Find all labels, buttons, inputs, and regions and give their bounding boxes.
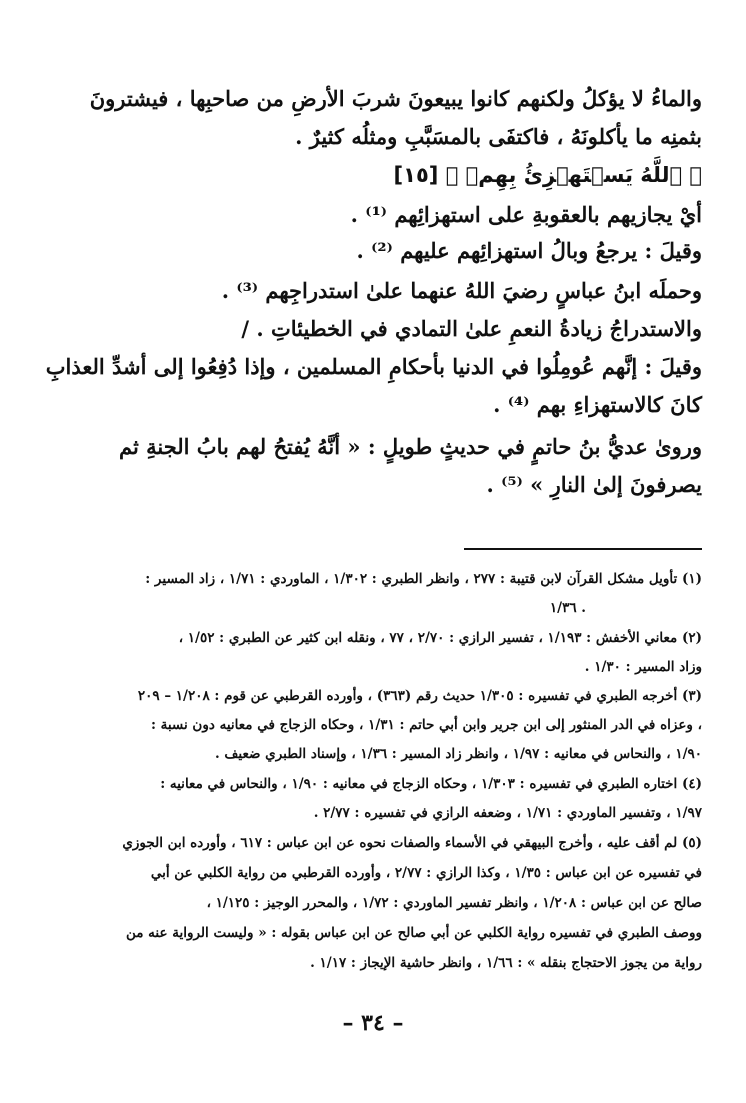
footnote-line: ، وعزاه في الدر المنثور إلى ابن جرير وابن أبي حاتم : ١/٣١ ، وحكاه الزجاج في معانيه دون نسبة :	[150, 717, 702, 733]
body-line: والماءُ لا يؤكلُ ولكنهم كانوا يبيعونَ شربَ الأرضِ من صاحبِها ، فيشترونَ	[89, 86, 702, 111]
footnote-line: صالح عن ابن عباس : ١/٢٠٨ ، وانظر تفسير الماوردي : ١/٧٢ ، والمحرر الوجيز : ١/١٢٥ ،	[206, 895, 702, 911]
verse-line	[394, 160, 702, 190]
footnote-line: رواية من يجوز الاحتجاج بنقله » : ١/٦٦ ، وانظر حاشية الإيجاز : ١/١٧ .	[310, 955, 702, 971]
body-line: وقيلَ : يرجعُ وبالُ استهزائِهم عليهم ⁽²⁾ .	[356, 238, 702, 263]
body-line: بثمنِه ما يأكلونَهُ ، فاكتفَى بالمسَبَّبِ ومثلُه كثيرٌ .	[295, 124, 702, 149]
verse-close-bracket: ﴾	[445, 163, 459, 187]
verse-open-bracket: ﴿	[689, 163, 702, 187]
body-line: وقيلَ : إنَّهم عُومِلُوا في الدنيا بأحكامِ المسلمين ، وإذا دُفِعُوا إلى أشدِّ العذابِ	[45, 354, 702, 379]
body-line: والاستدراجُ زيادةُ النعمِ علىٰ التمادي في الخطيئاتِ . /	[241, 316, 702, 341]
verse-text: ٱللَّهُ يَسۡتَهۡزِئُ بِهِمۡ	[465, 163, 683, 187]
page-number: – ٣٤ –	[342, 1010, 404, 1036]
verse-number: [١٥]	[393, 163, 439, 187]
footnote-separator	[464, 548, 702, 550]
body-line: وحملَه ابنُ عباسٍ رضيَ اللهُ عنهما علىٰ استدراجِهم ⁽³⁾ .	[221, 278, 702, 303]
body-line: يصرفونَ إلىٰ النارِ » ⁽⁵⁾ .	[486, 472, 702, 497]
body-line: كانَ كالاستهزاءِ بهم ⁽⁴⁾ .	[493, 392, 702, 417]
body-line: وروىٰ عديُّ بنُ حاتمٍ في حديثٍ طويلٍ : « أنَّهُ يُفتحُ لهم بابُ الجنةِ ثم	[118, 434, 702, 459]
footnote-line: (٣) أخرجه الطبري في تفسيره : ١/٣٠٥ حديث رقم (٣٦٣) ، وأورده القرطبي عن قوم : ١/٢٠٨ – ٢٠٩	[137, 688, 702, 704]
footnote-line: وزاد المسير : ١/٣٠ .	[584, 659, 702, 675]
footnote-line: ١/٣٦ .	[549, 600, 586, 616]
footnote-line: (٢) معاني الأخفش : ١/١٩٣ ، تفسير الرازي : ٢/٧٠ ، ٧٧ ، ونقله ابن كثير عن الطبري : ١/٥٢ ،	[178, 630, 702, 646]
footnote-line: ١/٩٠ ، والنحاس في معانيه : ١/٩٧ ، وانظر زاد المسير : ١/٣٦ ، وإسناد الطبري ضعيف .	[215, 746, 702, 762]
footnote-line: (٤) اختاره الطبري في تفسيره : ١/٣٠٣ ، وحكاه الزجاج في معانيه : ١/٩٠ ، والنحاس في معانيه :	[160, 776, 702, 792]
footnote-line: ووصف الطبري في تفسيره رواية الكلبي عن أبي صالح عن ابن عباس بقوله : « وليست الرواية عنه من	[125, 925, 702, 941]
footnote-line: في تفسيره عن ابن عباس : ١/٣٥ ، وكذا الرازي : ٢/٧٧ ، وأورده القرطبي من رواية الكلبي عن أبي	[150, 865, 702, 881]
footnote-line: (١) تأويل مشكل القرآن لابن قتيبة : ٢٧٧ ، وانظر الطبري : ١/٣٠٢ ، الماوردي : ١/٧١ ، زاد المسير :	[145, 571, 702, 587]
footnote-line: ١/٩٧ ، وتفسير الماوردي : ١/٧١ ، وضعفه الرازي في تفسيره : ٢/٧٧ .	[313, 805, 702, 821]
body-line: أيْ يجازيهم بالعقوبةِ على استهزائِهم ⁽¹⁾ .	[350, 202, 702, 227]
footnote-line: (٥) لم أقف عليه ، وأخرج البيهقي في الأسماء والصفات نحوه عن ابن عباس : ٦١٧ ، وأورده ابن الجوزي	[122, 835, 702, 851]
